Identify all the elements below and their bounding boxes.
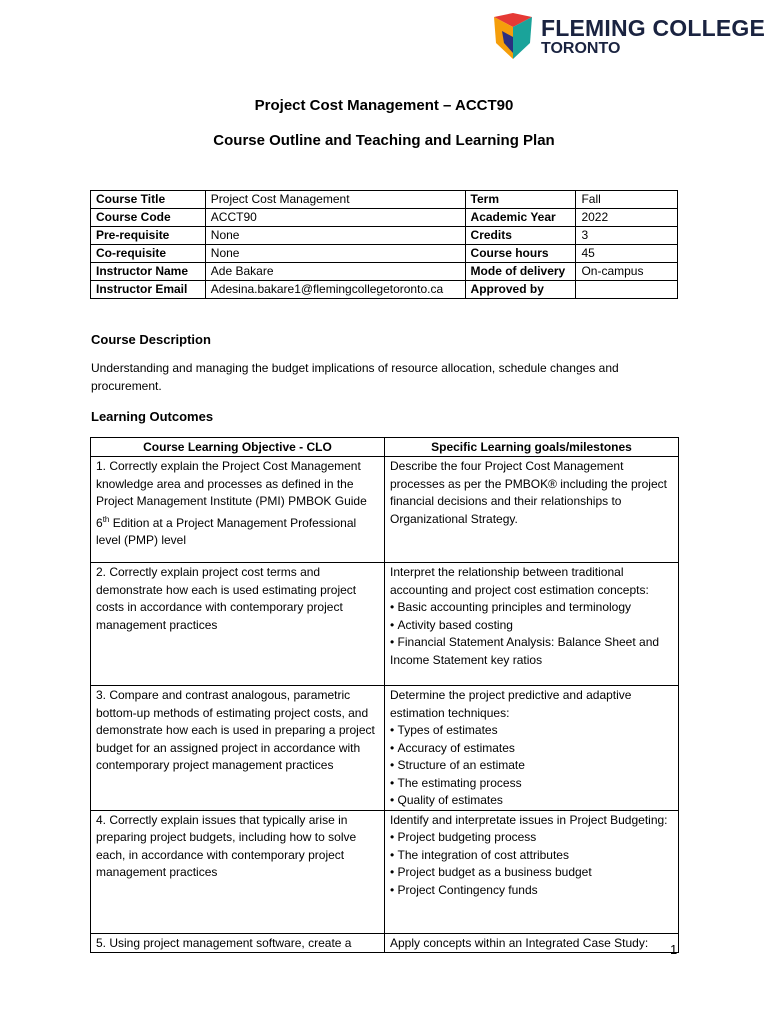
info-value: Project Cost Management — [205, 191, 465, 209]
clo-cell — [91, 457, 385, 563]
info-label: Credits — [465, 227, 576, 245]
goal-bullet: • Types of estimates — [390, 722, 673, 740]
clo-text-continued: Edition at a Project Management Professional level (PMP) level — [96, 515, 357, 547]
info-value: Ade Bakare — [205, 263, 465, 281]
college-city: TORONTO — [541, 40, 621, 57]
info-row — [91, 209, 678, 227]
clo-cell — [91, 810, 385, 933]
info-value — [576, 281, 678, 299]
learning-outcomes-heading: Learning Outcomes — [91, 409, 214, 424]
college-logo-icon — [492, 13, 534, 59]
goal-bullet: • Project Contingency funds — [390, 882, 673, 900]
goal-bullet-list — [390, 599, 673, 669]
info-label: Academic Year — [465, 209, 576, 227]
info-value: None — [205, 245, 465, 263]
info-label: Mode of delivery — [465, 263, 576, 281]
college-logo — [492, 13, 766, 61]
goal-text: Determine the project predictive and adaptive estimation techniques: — [390, 688, 632, 720]
goal-text: Apply concepts within an Integrated Case Study: — [390, 935, 649, 950]
goal-bullet-list — [390, 722, 673, 810]
clo-text: 2. Correctly explain project cost terms and demonstrate how each is used estimating project costs in accordance with contemporary project management practices — [96, 565, 357, 632]
outcome-row — [91, 810, 679, 933]
outcome-row — [91, 563, 679, 686]
info-row — [91, 191, 678, 209]
info-row — [91, 263, 678, 281]
goal-text: Interpret the relationship between traditional accounting and project cost estimation concepts: — [390, 565, 649, 597]
goal-text: Describe the four Project Cost Management processes as per the PMBOK® including the project financial decisions and their relationships to Organizational Strategy. — [390, 459, 667, 526]
info-value: On-campus — [576, 263, 678, 281]
goal-bullet: • Project budgeting process — [390, 829, 673, 847]
info-value: Adesina.bakare1@flemingcollegetoronto.ca — [205, 281, 465, 299]
clo-cell — [91, 686, 385, 811]
goals-cell — [385, 686, 679, 811]
goals-column-header: Specific Learning goals/milestones — [385, 438, 679, 457]
goals-cell — [385, 933, 679, 953]
goal-bullet: • Financial Statement Analysis: Balance Sheet and Income Statement key ratios — [390, 634, 673, 669]
goal-bullet: • Activity based costing — [390, 617, 673, 635]
clo-column-header: Course Learning Objective - CLO — [91, 438, 385, 457]
clo-text: 5. Using project management software, create a — [96, 935, 352, 950]
info-row — [91, 245, 678, 263]
info-label: Course hours — [465, 245, 576, 263]
info-label: Co-requisite — [91, 245, 206, 263]
goals-cell — [385, 457, 679, 563]
learning-outcomes-table — [90, 437, 679, 953]
info-label: Course Code — [91, 209, 206, 227]
info-value: Fall — [576, 191, 678, 209]
info-label: Course Title — [91, 191, 206, 209]
outcome-row — [91, 933, 679, 953]
info-value: 2022 — [576, 209, 678, 227]
info-label: Instructor Name — [91, 263, 206, 281]
clo-text: 3. Compare and contrast analogous, parametric bottom-up methods of estimating project costs, and demonstrate how each is used in preparing a project budget for an assigned project in accordance with contemporary project management practices — [96, 688, 375, 772]
info-value: ACCT90 — [205, 209, 465, 227]
info-label: Instructor Email — [91, 281, 206, 299]
course-info-table — [90, 190, 678, 299]
info-label: Pre-requisite — [91, 227, 206, 245]
document-title: Project Cost Management – ACCT90 — [254, 97, 514, 114]
goal-bullet: • The estimating process — [390, 775, 673, 793]
page-number: 1 — [670, 942, 678, 957]
goal-bullet: • Structure of an estimate — [390, 757, 673, 775]
clo-text: 4. Correctly explain issues that typically arise in preparing project budgets, including how to solve each, in accordance with contemporary project management practices — [96, 812, 357, 879]
info-value: 45 — [576, 245, 678, 263]
college-name: FLEMING COLLEGE — [541, 15, 766, 41]
clo-cell — [91, 933, 385, 953]
goal-bullet: • Quality of estimates — [390, 792, 673, 810]
info-row — [91, 227, 678, 245]
info-value: None — [205, 227, 465, 245]
goal-bullet: • Accuracy of estimates — [390, 740, 673, 758]
goal-bullet: • Project budget as a business budget — [390, 864, 673, 882]
clo-superscript: th — [102, 514, 110, 524]
clo-text: 1. Correctly explain the Project Cost Management knowledge area and processes as defined in the Project Management Institute (PMI) PMBOK Guide 6 — [96, 459, 367, 530]
goals-cell — [385, 563, 679, 686]
outcome-row — [91, 457, 679, 563]
goal-bullet: • Basic accounting principles and terminology — [390, 599, 673, 617]
goal-bullet: • The integration of cost attributes — [390, 847, 673, 865]
goals-cell — [385, 810, 679, 933]
course-description-text: Understanding and managing the budget implications of resource allocation, schedule changes and procurement. — [91, 361, 619, 393]
goal-text: Identify and interpretate issues in Project Budgeting: — [390, 812, 668, 827]
info-label: Approved by — [465, 281, 576, 299]
info-value: 3 — [576, 227, 678, 245]
goal-bullet-list — [390, 829, 673, 899]
outcome-row — [91, 686, 679, 811]
clo-cell — [91, 563, 385, 686]
info-label: Term — [465, 191, 576, 209]
info-row — [91, 281, 678, 299]
course-description-heading: Course Description — [91, 332, 211, 347]
document-subtitle: Course Outline and Teaching and Learning Plan — [213, 132, 555, 149]
